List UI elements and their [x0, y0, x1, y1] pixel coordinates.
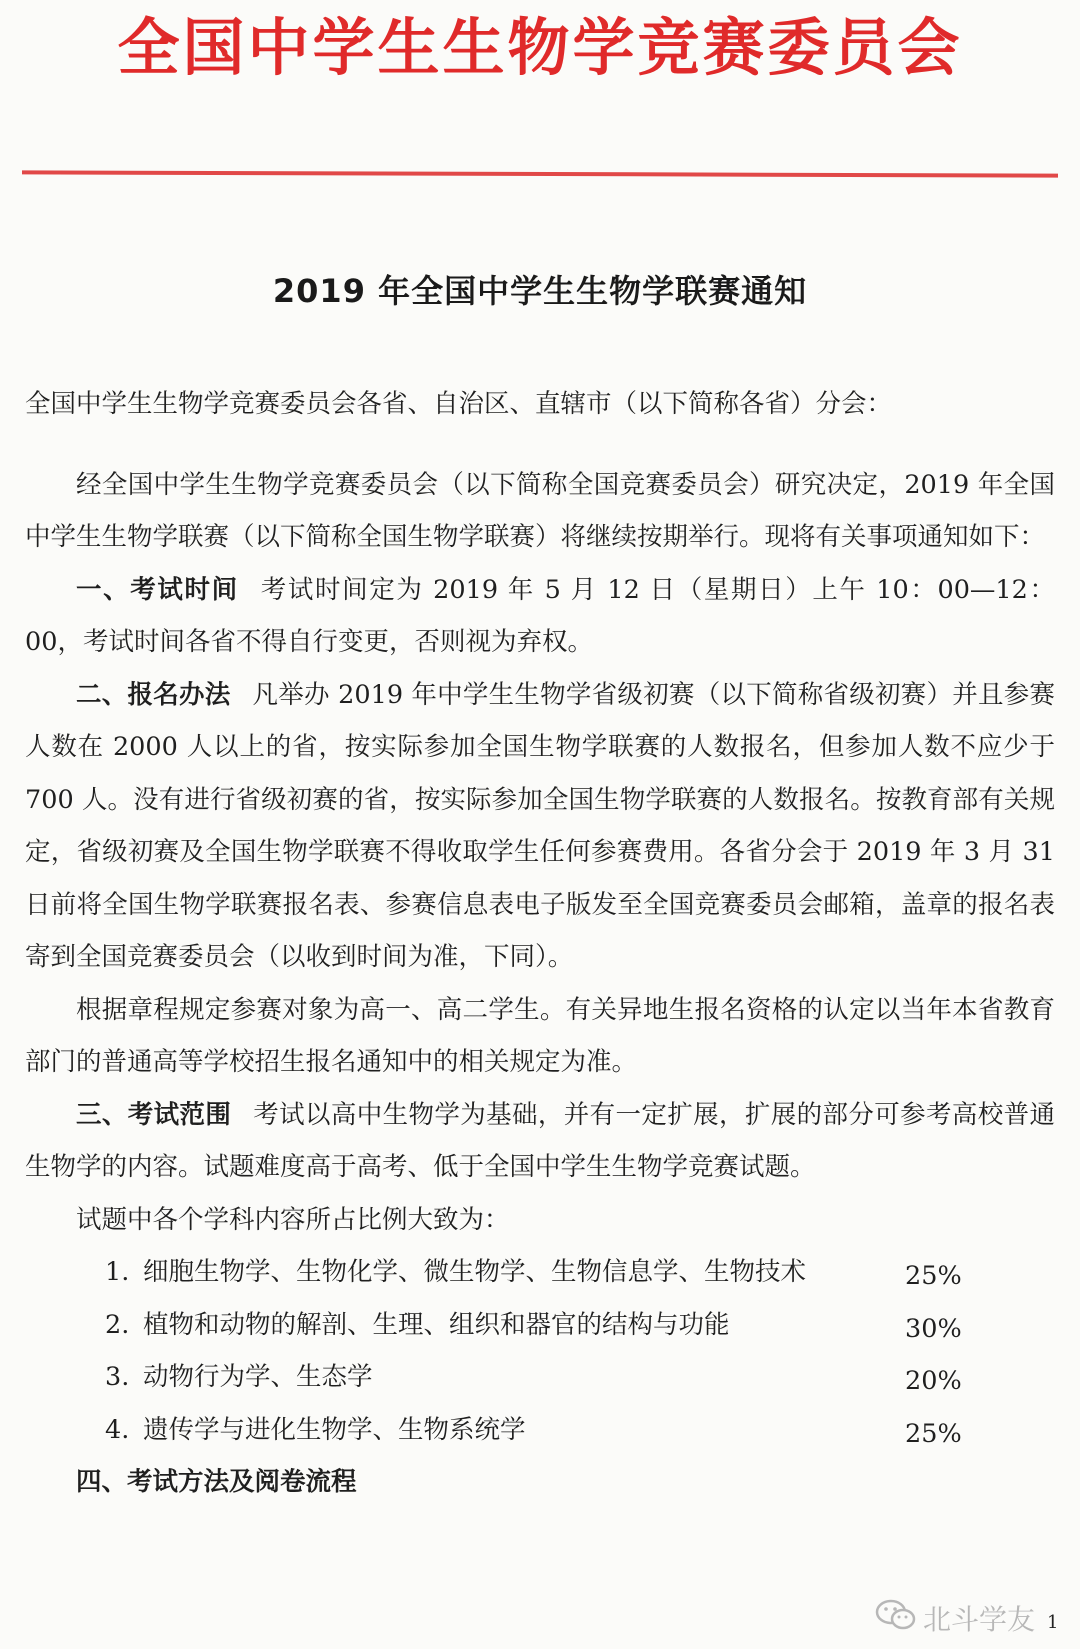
- item-percent: 20%: [905, 1366, 962, 1396]
- page-number: 1: [1047, 1612, 1059, 1633]
- item-percent: 30%: [905, 1313, 962, 1344]
- section-exam-scope: [25, 1089, 1055, 1194]
- salutation: 全国中学生生物学竞赛委员会各省、自治区、直辖市（以下简称各省）分会：: [25, 389, 893, 419]
- list-item: [25, 1404, 1055, 1457]
- item-percent: 25%: [905, 1418, 962, 1449]
- section-exam-method-heading: 四、考试方法及阅卷流程: [76, 1467, 357, 1497]
- list-item: [25, 1351, 1055, 1404]
- wechat-icon: [875, 1598, 917, 1639]
- item-number: 1.: [105, 1257, 130, 1287]
- item-percent: 25%: [905, 1261, 962, 1291]
- item-number: 4.: [105, 1414, 130, 1445]
- document-title: 2019 年全国中学生生物学联赛通知: [272, 272, 808, 310]
- item-subject: 细胞生物学、生物化学、微生物学、生物信息学、生物技术: [143, 1257, 807, 1287]
- section-text: 考试以高中生物学为基础，并有一定扩展，扩展的部分可参考高校普通生物学的内容。试题难度高于高考、低于全国中学生生物学竞赛试题。: [25, 1099, 1055, 1182]
- item-subject: 植物和动物的解剖、生理、组织和器官的结构与功能: [143, 1309, 730, 1340]
- item-number: 2.: [105, 1309, 130, 1340]
- watermark: [875, 1598, 1035, 1638]
- ratio-intro: 试题中各个学科内容所占比例大致为：: [76, 1204, 510, 1235]
- section-heading: 一、考试时间: [76, 574, 239, 605]
- section-exam-time: [25, 564, 1055, 669]
- section-text: 凡举办 2019 年中学生生物学省级初赛（以下简称省级初赛）并且参赛人数在 2000 人以上的省，按实际参加全国生物学联赛的人数报名，但参加人数不应少于 700 人。没有进行省级初赛的省，按实际参加全国生物学联赛的人数报名。按教育部有关规定，省级初赛及全国生物学联赛不得收取学生任何参赛费用。各省分会于 2019 年 3 月 31 日前将全国生物学联赛报名表、参赛信息表电子版发至全国竞赛委员会邮箱，盖章的报名表寄到全国竞赛委员会（以收到时间为准，下同）。: [25, 679, 1055, 972]
- list-item: [25, 1299, 1055, 1352]
- item-number: 3.: [105, 1362, 130, 1392]
- section-heading: 二、报名办法: [76, 679, 231, 710]
- intro-paragraph: 经全国中学生生物学竞赛委员会（以下简称全国竞赛委员会）研究决定，2019 年全国中学生生物学联赛（以下简称全国生物学联赛）将继续按期举行。现将有关事项通知如下：: [25, 469, 1055, 552]
- document-body: [25, 378, 1055, 1509]
- list-item: [25, 1246, 1055, 1299]
- item-subject: 遗传学与进化生物学、生物系统学: [143, 1414, 526, 1445]
- section-heading: 三、考试范围: [76, 1099, 232, 1130]
- letterhead-org-name: 全国中学生生物学竞赛委员会: [117, 11, 963, 84]
- letterhead-red-rule: [22, 170, 1058, 177]
- watermark-text: 北斗学友: [923, 1603, 1036, 1636]
- item-subject: 动物行为学、生态学: [143, 1362, 373, 1392]
- section-text: 考试时间定为 2019 年 5 月 12 日（星期日）上午 10：00—12：00，考试时间各省不得自行变更，否则视为弃权。: [25, 574, 1055, 657]
- section-registration: [25, 669, 1055, 984]
- subject-ratio-list: [25, 1246, 1055, 1456]
- eligibility-paragraph: 根据章程规定参赛对象为高一、高二学生。有关异地生报名资格的认定以当年本省教育部门的普通高等学校招生报名通知中的相关规定为准。: [25, 994, 1055, 1077]
